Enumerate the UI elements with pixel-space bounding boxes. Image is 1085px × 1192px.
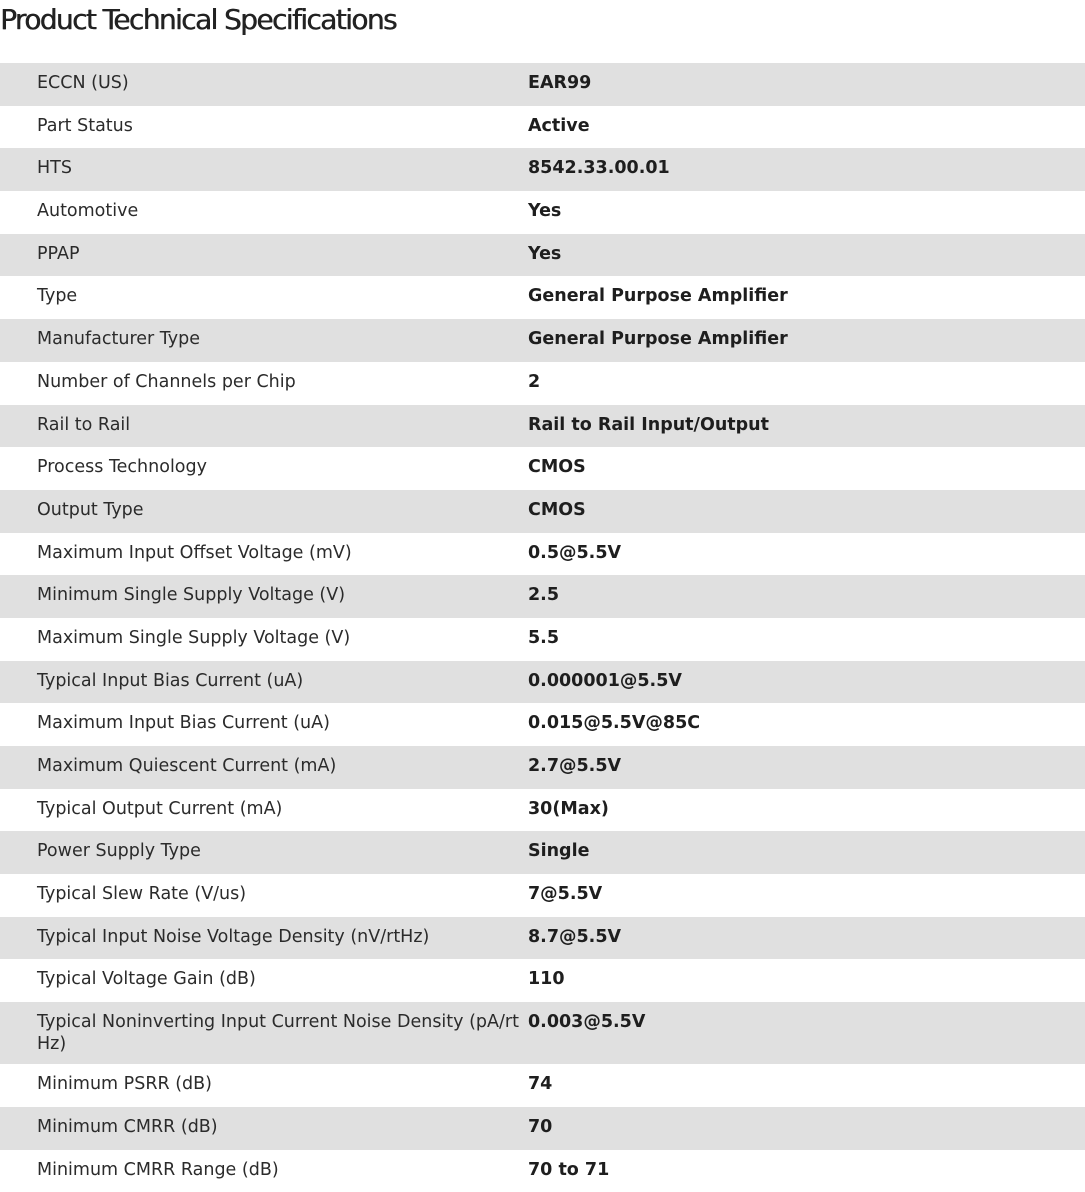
spec-table (0, 63, 1085, 1192)
spec-label: Automotive (0, 191, 528, 234)
table-row (0, 1107, 1085, 1150)
spec-label: ECCN (US) (0, 63, 528, 106)
spec-value: General Purpose Amplifier (528, 319, 1085, 362)
table-row (0, 661, 1085, 704)
spec-label: Minimum Single Supply Voltage (V) (0, 575, 528, 618)
table-row (0, 447, 1085, 490)
table-row (0, 148, 1085, 191)
spec-label: Manufacturer Type (0, 319, 528, 362)
table-row (0, 319, 1085, 362)
table-row (0, 789, 1085, 832)
spec-label: Maximum Single Supply Voltage (V) (0, 618, 528, 661)
table-row (0, 703, 1085, 746)
spec-label: Typical Slew Rate (V/us) (0, 874, 528, 917)
spec-label: Output Type (0, 490, 528, 533)
table-row (0, 1002, 1085, 1064)
spec-label: Type (0, 276, 528, 319)
spec-value: General Purpose Amplifier (528, 276, 1085, 319)
spec-label: Number of Channels per Chip (0, 362, 528, 405)
spec-label: Typical Output Current (mA) (0, 789, 528, 832)
table-row (0, 234, 1085, 277)
page-title: Product Technical Specifications (0, 0, 1085, 63)
spec-label: Typical Input Noise Voltage Density (nV/rtHz) (0, 917, 528, 960)
spec-label: Minimum CMRR Range (dB) (0, 1150, 528, 1192)
spec-value: 7@5.5V (528, 874, 1085, 917)
table-row (0, 1150, 1085, 1192)
spec-label: Minimum PSRR (dB) (0, 1064, 528, 1107)
spec-value: 5.5 (528, 618, 1085, 661)
spec-label: Maximum Input Bias Current (uA) (0, 703, 528, 746)
spec-label: Maximum Input Offset Voltage (mV) (0, 533, 528, 576)
spec-value: CMOS (528, 490, 1085, 533)
spec-label: Minimum CMRR (dB) (0, 1107, 528, 1150)
spec-value: Yes (528, 191, 1085, 234)
spec-label: HTS (0, 148, 528, 191)
spec-value: 2.7@5.5V (528, 746, 1085, 789)
spec-label: Maximum Quiescent Current (mA) (0, 746, 528, 789)
table-row (0, 276, 1085, 319)
table-row (0, 874, 1085, 917)
spec-label-text: Typical Noninverting Input Current Noise Density (pA/rtHz) (37, 1011, 527, 1055)
spec-label: Part Status (0, 106, 528, 149)
table-row (0, 917, 1085, 960)
spec-value: EAR99 (528, 63, 1085, 106)
spec-value: 110 (528, 959, 1085, 1002)
spec-value: 0.015@5.5V@85C (528, 703, 1085, 746)
spec-label: Typical Voltage Gain (dB) (0, 959, 528, 1002)
spec-value: Yes (528, 234, 1085, 277)
table-row (0, 575, 1085, 618)
spec-value: 0.000001@5.5V (528, 661, 1085, 704)
spec-value: Rail to Rail Input/Output (528, 405, 1085, 448)
table-row (0, 191, 1085, 234)
spec-label: Power Supply Type (0, 831, 528, 874)
spec-value: 8542.33.00.01 (528, 148, 1085, 191)
table-row (0, 106, 1085, 149)
table-row (0, 746, 1085, 789)
table-row (0, 831, 1085, 874)
spec-value: 70 (528, 1107, 1085, 1150)
table-row (0, 959, 1085, 1002)
spec-value: 74 (528, 1064, 1085, 1107)
spec-value: 70 to 71 (528, 1150, 1085, 1192)
table-row (0, 1064, 1085, 1107)
table-row (0, 490, 1085, 533)
spec-value: 0.003@5.5V (528, 1002, 1085, 1064)
spec-label: PPAP (0, 234, 528, 277)
table-row (0, 405, 1085, 448)
spec-value: Active (528, 106, 1085, 149)
spec-label: Rail to Rail (0, 405, 528, 448)
spec-value: 8.7@5.5V (528, 917, 1085, 960)
table-row (0, 362, 1085, 405)
spec-value: 0.5@5.5V (528, 533, 1085, 576)
table-row (0, 618, 1085, 661)
spec-value: 30(Max) (528, 789, 1085, 832)
spec-value: Single (528, 831, 1085, 874)
spec-label: Process Technology (0, 447, 528, 490)
spec-value: 2 (528, 362, 1085, 405)
spec-value: CMOS (528, 447, 1085, 490)
spec-label (0, 1002, 528, 1064)
spec-value: 2.5 (528, 575, 1085, 618)
table-row (0, 63, 1085, 106)
table-row (0, 533, 1085, 576)
spec-label: Typical Input Bias Current (uA) (0, 661, 528, 704)
